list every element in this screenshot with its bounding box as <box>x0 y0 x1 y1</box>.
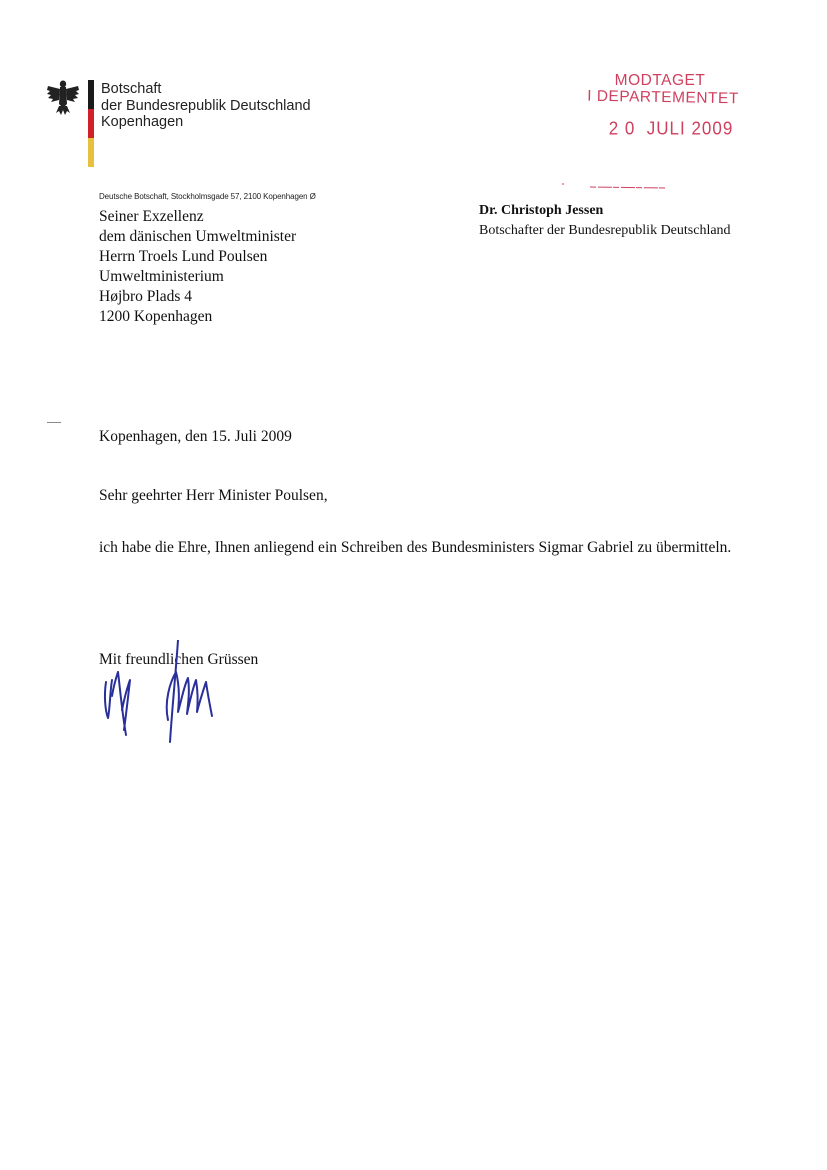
letterhead <box>101 81 311 131</box>
salutation: Sehr geehrter Herr Minister Poulsen, <box>99 487 328 504</box>
recipient-line: dem dänischen Umweltminister <box>99 228 297 245</box>
ambassador-title: Botschafter der Bundesrepublik Deutschland <box>479 223 731 238</box>
ambassador-name: Dr. Christoph Jessen <box>479 203 604 218</box>
fold-mark <box>47 422 61 423</box>
flag-red <box>88 109 94 138</box>
recipient-line: 1200 Kopenhagen <box>99 308 213 325</box>
flag-black <box>88 80 94 109</box>
recipient-line: Seiner Exzellenz <box>99 208 204 225</box>
body-paragraph: ich habe die Ehre, Ihnen anliegend ein Schreiben des Bundesministers Sigmar Gabriel zu übermitteln. <box>99 539 732 556</box>
stamp-line-1: MODTAGET <box>614 72 706 89</box>
sender-address-line: Deutsche Botschaft, Stockholmsgade 57, 2100 Kopenhagen Ø <box>99 192 316 201</box>
recipient-line: Umweltministerium <box>99 268 224 285</box>
stamp-smudge <box>560 181 670 191</box>
recipient-line: Herrn Troels Lund Poulsen <box>99 248 268 265</box>
letterhead-line-3: Kopenhagen <box>101 114 184 130</box>
federal-eagle-icon <box>46 78 80 116</box>
letterhead-line-1: Botschaft <box>101 81 162 97</box>
letterhead-line-2: der Bundesrepublik Deutschland <box>101 97 311 114</box>
stamp-line-2: I DEPARTEMENTET <box>587 87 739 108</box>
recipient-line: Højbro Plads 4 <box>99 288 192 305</box>
closing: Mit freundlichen Grüssen <box>99 651 259 668</box>
recipient-address <box>99 207 296 327</box>
received-stamp <box>560 72 760 139</box>
handwritten-signature <box>100 640 230 750</box>
date-line: Kopenhagen, den 15. Juli 2009 <box>99 428 292 445</box>
ambassador-block <box>479 201 731 241</box>
stamp-date: 2 0 JULI 2009 <box>608 118 734 139</box>
german-flag-stripe <box>88 80 94 166</box>
flag-gold <box>88 138 94 167</box>
